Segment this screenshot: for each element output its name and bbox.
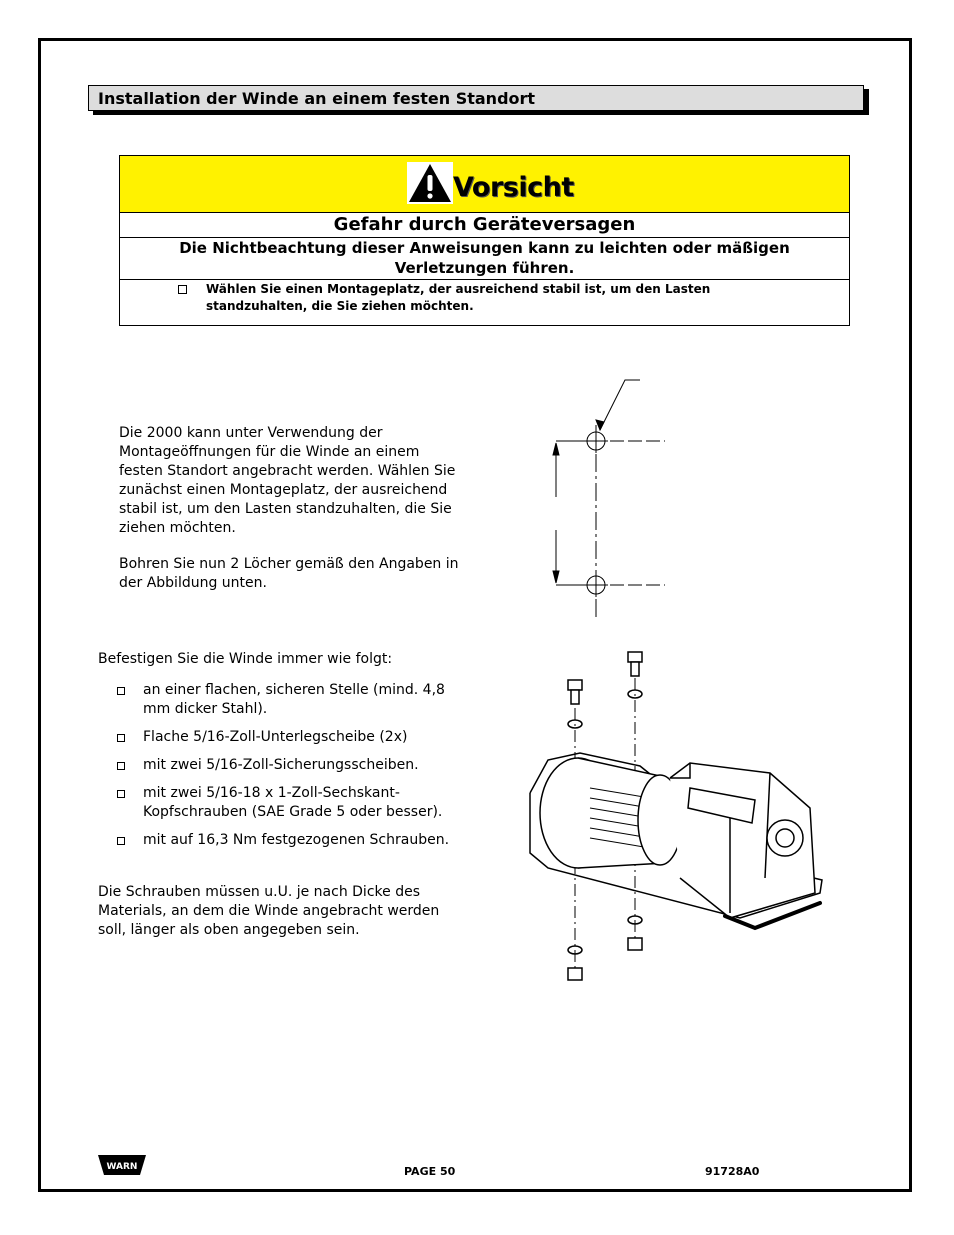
list-item	[115, 756, 475, 775]
note-paragraph: Die Schrauben müssen u.U. je nach Dicke des Materials, an dem die Winde angebracht werden soll, länger als oben angegeben sein.	[98, 884, 440, 938]
hole-spacing-diagram	[540, 375, 670, 625]
page-number: PAGE 50	[404, 1165, 456, 1178]
leader-line	[600, 380, 640, 430]
hazard-bullet-text: Wählen Sie einen Montageplatz, der ausreichend stabil ist, um den Lasten standzuhalten, die Sie ziehen möchten.	[206, 282, 711, 313]
fasten-intro: Befestigen Sie die Winde immer wie folgt:	[98, 651, 393, 667]
section-title: Installation der Winde an einem festen Standort	[98, 89, 536, 108]
logo-text: WARN	[106, 1162, 138, 1172]
caution-header	[120, 156, 849, 213]
winch-mounting-illustration	[520, 648, 830, 983]
checkbox-bullet-icon	[117, 790, 125, 798]
list-item-text: mit zwei 5/16-18 x 1-Zoll-Sechskant-Kopfschrauben (SAE Grade 5 oder besser).	[143, 785, 443, 820]
drill-paragraph: Bohren Sie nun 2 Löcher gemäß den Angaben in der Abbildung unten.	[119, 556, 459, 591]
checkbox-bullet-icon	[117, 837, 125, 845]
checkbox-bullet-icon	[178, 285, 187, 294]
list-item	[115, 681, 475, 719]
warn-logo	[96, 1153, 148, 1177]
checkbox-bullet-icon	[117, 687, 125, 695]
list-item-text: Flache 5/16-Zoll-Unterlegscheibe (2x)	[143, 729, 408, 745]
nut-left	[568, 968, 582, 980]
list-item	[115, 784, 475, 822]
warning-triangle-icon	[407, 162, 453, 204]
list-item-text: mit auf 16,3 Nm festgezogenen Schrauben.	[143, 832, 450, 848]
caution-box	[119, 155, 850, 326]
hazard-message	[120, 238, 849, 280]
hazard-subtitle: Gefahr durch Geräteversagen	[120, 213, 849, 238]
nut-right	[628, 938, 642, 950]
checkbox-bullet-icon	[117, 762, 125, 770]
section-header	[88, 85, 864, 111]
bolt-right	[628, 652, 642, 676]
document-number: 91728A0	[705, 1165, 760, 1178]
list-item	[115, 831, 475, 850]
list-item-text: an einer flachen, sicheren Stelle (mind. 4,8 mm dicker Stahl).	[143, 682, 445, 717]
hazard-message-text: Die Nichtbeachtung dieser Anweisungen kann zu leichten oder mäßigen Verletzungen führen.	[179, 239, 790, 277]
caution-word: Vorsicht	[453, 172, 574, 203]
list-item-text: mit zwei 5/16-Zoll-Sicherungsscheiben.	[143, 757, 419, 773]
list-item	[115, 728, 475, 747]
bolt-left	[568, 680, 582, 704]
intro-paragraph: Die 2000 kann unter Verwendung der Montageöffnungen für die Winde an einem festen Standort angebracht werden. Wählen Sie zunächst einen Montageplatz, der ausreichend stabil ist, um den Lasten standzuhalten, die Sie ziehen möchten.	[119, 425, 456, 536]
fasten-list	[115, 681, 475, 859]
caution-title	[407, 158, 577, 210]
checkbox-bullet-icon	[117, 734, 125, 742]
leader-arrow-icon	[596, 420, 604, 430]
